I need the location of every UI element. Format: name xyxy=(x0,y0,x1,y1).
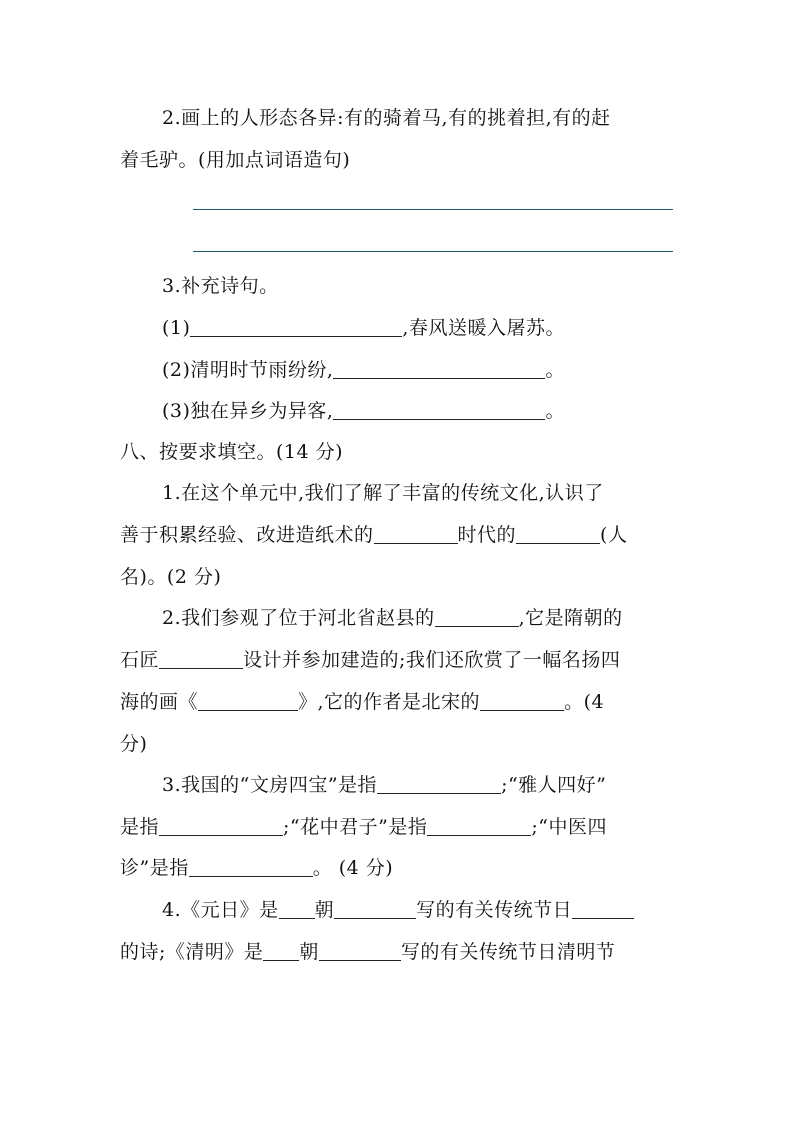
blank-person[interactable] xyxy=(516,525,600,544)
q8-item3-line1 xyxy=(162,773,606,797)
blank-craftsman[interactable] xyxy=(159,650,243,669)
blank-qingming-dynasty[interactable] xyxy=(263,942,299,961)
q8-item3-text-e: ;“中医四 xyxy=(531,816,607,838)
q8-item2-line2 xyxy=(120,648,620,672)
blank-dynasty[interactable] xyxy=(374,525,458,544)
q8-item2-text-b: ,它是隋朝的 xyxy=(518,607,623,629)
poem-text-3: (3)独在异乡为异客, xyxy=(162,400,334,422)
poem-blank-1[interactable] xyxy=(190,318,402,337)
q8-item2-text-d: 设计并参加建造的;我们还欣赏了一幅名扬四 xyxy=(243,649,621,671)
q8-item4-text-e: 朝 xyxy=(299,941,319,963)
q8-item1-line3: 名)。(2 分) xyxy=(120,566,222,588)
poem-text-1: ,春风送暖入屠苏。 xyxy=(402,317,565,339)
blank-painting[interactable] xyxy=(198,692,298,711)
blank-yuanri-festival[interactable] xyxy=(572,900,634,919)
q8-item2-line3 xyxy=(120,690,604,714)
q8-item4-text-f: 写的有关传统节日清明节 xyxy=(400,941,616,963)
q8-item3-line3 xyxy=(120,856,393,880)
q8-item3-text-g: 。 (4 分) xyxy=(312,857,394,879)
q8-item2-text-a: 2.我们参观了位于河北省赵县的 xyxy=(162,607,435,629)
q8-item3-line2 xyxy=(120,815,607,839)
q8-item2-text-f: 》,它的作者是北宋的 xyxy=(298,691,481,713)
q8-item2-line1 xyxy=(162,606,623,630)
blank-qingming-poet[interactable] xyxy=(319,942,401,961)
q8-item1-line2 xyxy=(120,523,627,547)
q8-item2-text-g: 。(4 xyxy=(564,691,605,713)
q7-item3-title: 3.补充诗句。 xyxy=(162,275,279,297)
blank-bridge[interactable] xyxy=(435,608,519,627)
blank-yuanri-dynasty[interactable] xyxy=(279,900,315,919)
poem-blank-2[interactable] xyxy=(333,360,545,379)
q8-item2-line4: 分) xyxy=(120,733,148,755)
q8-item4-line2 xyxy=(120,940,615,964)
q8-item2-text-e: 海的画《 xyxy=(120,691,199,713)
q8-item3-text-f: 诊”是指 xyxy=(120,857,189,879)
q8-item4-text-a: 4.《元日》是 xyxy=(162,899,279,921)
q8-item3-text-a: 3.我国的“文房四宝”是指 xyxy=(162,774,378,796)
blank-four-hobbies[interactable] xyxy=(159,817,283,836)
answer-line-1[interactable] xyxy=(193,209,673,210)
q7-item2-line2: 着毛驴。(用加点词语造句) xyxy=(120,149,351,171)
blank-yuanri-poet[interactable] xyxy=(334,900,416,919)
section-8-heading: 八、按要求填空。(14 分) xyxy=(120,441,344,463)
q8-item1-line1: 1.在这个单元中,我们了解了丰富的传统文化,认识了 xyxy=(162,482,604,504)
poem-blank-3[interactable] xyxy=(333,401,545,420)
poem-line-1 xyxy=(162,316,565,340)
q7-item2-line1: 2.画上的人形态各异:有的骑着马,有的挑着担,有的赶 xyxy=(162,107,611,129)
q8-item3-text-d: ;“花中君子”是指 xyxy=(283,816,428,838)
q8-item4-line1 xyxy=(162,898,634,922)
q8-item1-text-c: (人 xyxy=(600,524,628,546)
q8-item4-text-b: 朝 xyxy=(314,899,335,921)
q8-item2-text-c: 石匠 xyxy=(120,649,160,671)
blank-flower-gentlemen[interactable] xyxy=(427,817,531,836)
blank-four-treasures[interactable] xyxy=(377,775,501,794)
poem-number-1: (1) xyxy=(162,317,191,339)
poem-text-2: (2)清明时节雨纷纷, xyxy=(162,359,334,381)
poem-line-3 xyxy=(162,399,565,423)
poem-end-3: 。 xyxy=(545,400,565,422)
q8-item3-text-b: ;“雅人四好” xyxy=(501,774,607,796)
blank-four-diagnostics[interactable] xyxy=(189,858,313,877)
poem-line-2 xyxy=(162,358,565,382)
q8-item4-text-c: 写的有关传统节日 xyxy=(416,899,573,921)
blank-painter[interactable] xyxy=(480,692,564,711)
answer-line-2[interactable] xyxy=(193,251,673,252)
poem-end-2: 。 xyxy=(545,359,565,381)
q8-item1-text-b: 时代的 xyxy=(457,524,517,546)
q8-item1-text-a: 善于积累经验、改进造纸术的 xyxy=(120,524,374,546)
q8-item3-text-c: 是指 xyxy=(120,816,160,838)
q8-item4-text-d: 的诗;《清明》是 xyxy=(120,941,264,963)
